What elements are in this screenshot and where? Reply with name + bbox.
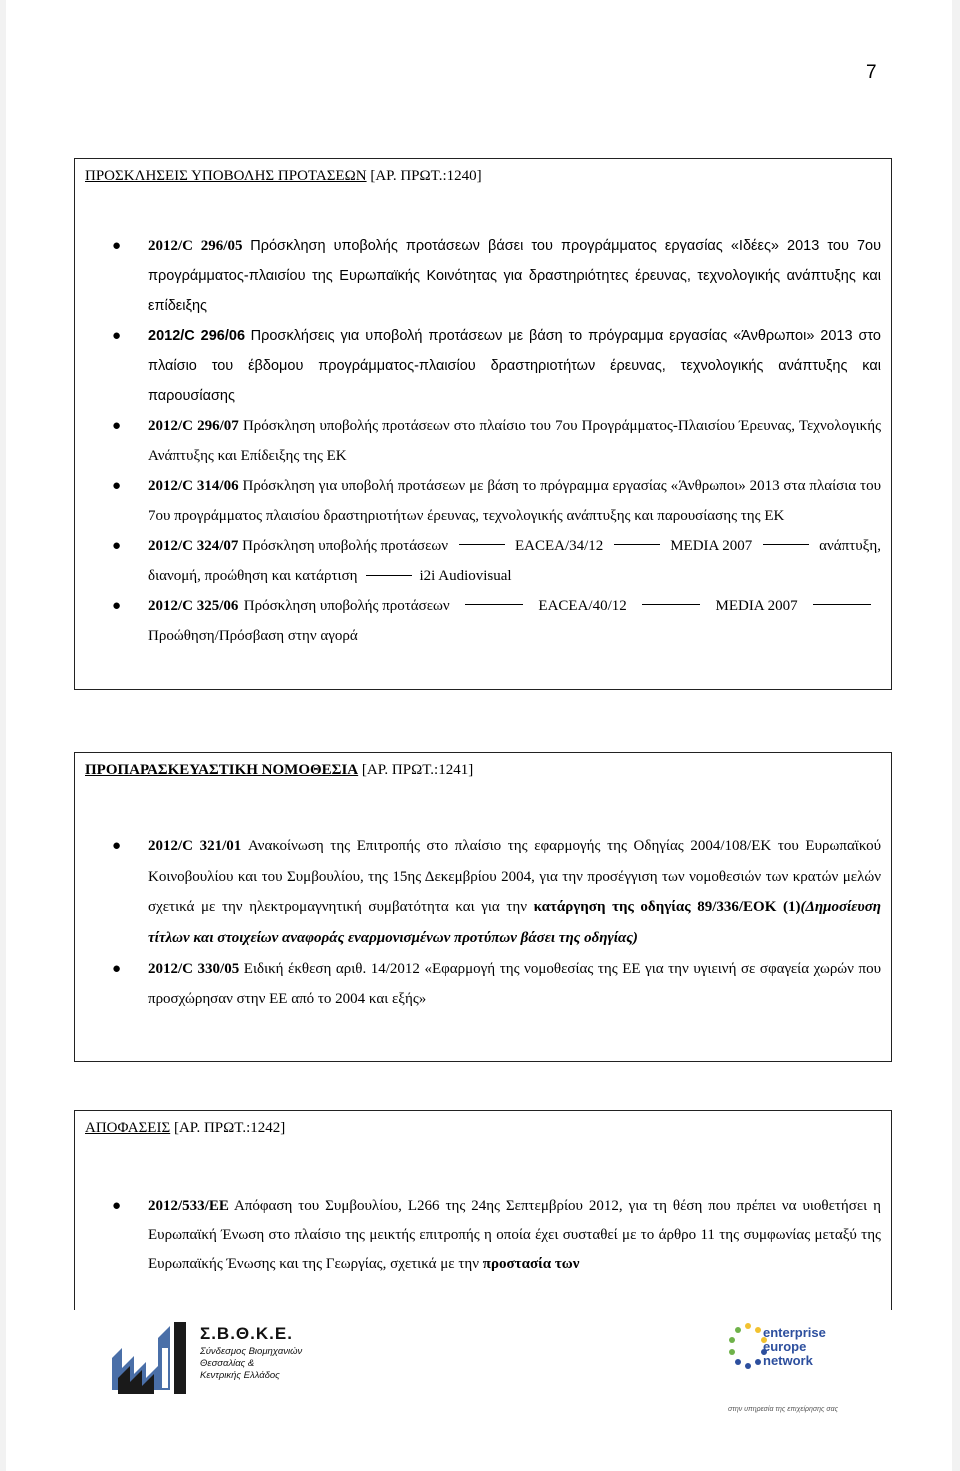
doc-code[interactable]: 2012/C 296/07 bbox=[148, 418, 239, 434]
calls-list bbox=[75, 231, 891, 651]
bullet-icon: ● bbox=[112, 598, 122, 614]
logo-title: Σ.Β.Θ.Κ.Ε. bbox=[200, 1324, 293, 1343]
dash-separator bbox=[366, 575, 412, 576]
doc-code[interactable]: 2012/C 314/06 bbox=[148, 478, 239, 494]
doc-desc: Απόφαση του Συμβουλίου, L266 της 24ης Σεπτεμβρίου 2012, για τη θέση που πρέπει να υιοθετήσει η Ευρωπαϊκή Ένωση στο πλαίσιο της μεικτής επιτροπής η οποία έχει συσταθεί με το άρθρο 11 της συμφωνίας μεταξύ της Ευρωπαϊκής Ένωσης και της Γεωργίας, σχετικά με την bbox=[148, 1198, 881, 1272]
sbthke-logo-text bbox=[200, 1324, 302, 1382]
doc-ref: EACEA/40/12 bbox=[538, 598, 627, 614]
doc-desc: Ανακοίνωση της Επιτροπής στο πλαίσιο της εφαρμογής της Οδηγίας 2004/108/ΕΚ του Ευρωπαϊκού Κοινοβουλίου και του Συμβουλίου, της 15ης Δεκεμβρίου 2004, για την προσέγγιση των νομοθεσιών των κρατών μελών σχετικά με την ηλεκτρομαγνητική συμβατότητα και για την bbox=[148, 838, 882, 915]
section-heading bbox=[85, 1118, 285, 1138]
preparatory-legislation-section bbox=[74, 752, 892, 1062]
bullet-icon: ● bbox=[112, 328, 122, 344]
logo-line: Σύνδεσμος Βιομηχανιών bbox=[200, 1346, 303, 1357]
een-logo-text bbox=[763, 1326, 826, 1368]
legislation-list bbox=[75, 831, 891, 1014]
dash-separator bbox=[459, 544, 505, 545]
list-item bbox=[75, 471, 891, 531]
doc-desc: i2i Audiovisual bbox=[419, 568, 512, 584]
doc-desc: ανάπτυξη, bbox=[819, 538, 881, 554]
section-ref: [ΑΡ. ΠΡΩΤ.:1240] bbox=[370, 168, 482, 184]
logo-line: Κεντρικής Ελλάδος bbox=[200, 1370, 280, 1381]
doc-code[interactable]: 2012/533/ΕΕ bbox=[148, 1198, 229, 1214]
doc-desc: Πρόσκληση υποβολής προτάσεων bbox=[243, 598, 450, 614]
list-item bbox=[75, 231, 891, 321]
een-star-icon bbox=[728, 1322, 768, 1400]
bullet-icon: ● bbox=[112, 238, 122, 254]
page-edge-right bbox=[952, 0, 960, 1471]
doc-desc: Πρόσκληση υποβολής προτάσεων βάσει του προγράμματος εργασίας «Ιδέες» 2013 του 7ου προγράμματος-πλαισίου της Ευρωπαϊκής Κοινότητας για δραστηριότητες έρευνας, τεχνολογικής ανάπτυξης και επίδειξης bbox=[148, 238, 882, 314]
doc-code[interactable]: 2012/C 296/05 bbox=[148, 238, 243, 254]
doc-desc: διανομή, προώθηση και κατάρτιση bbox=[148, 568, 358, 584]
continuation-line bbox=[148, 621, 881, 651]
logo-line: europe bbox=[763, 1339, 807, 1354]
bullet-icon: ● bbox=[112, 838, 122, 854]
section-heading bbox=[85, 166, 482, 186]
dash-separator bbox=[465, 604, 523, 605]
bullet-icon: ● bbox=[112, 418, 122, 434]
calls-section bbox=[74, 158, 892, 690]
sbthke-logo-mark bbox=[108, 1318, 192, 1398]
logo-line: enterprise bbox=[763, 1325, 826, 1340]
dash-separator bbox=[614, 544, 660, 545]
doc-desc: Ειδική έκθεση αριθ. 14/2012 «Εφαρμογή της νομοθεσίας της ΕΕ για την υγιεινή σε σφαγεία χωρών που προσχώρησαν στην ΕΕ από το 2004 και εξής» bbox=[148, 961, 882, 1007]
doc-desc-bold: προστασία των bbox=[482, 1256, 580, 1272]
bullet-icon: ● bbox=[112, 961, 122, 977]
programme: MEDIA 2007 bbox=[715, 598, 798, 614]
dash-separator bbox=[813, 604, 871, 605]
doc-desc: Πρόσκληση για υποβολή προτάσεων με βάση το πρόγραμμα εργασίας «Άνθρωποι» 2013 στα πλαίσια του 7ου προγράμματος πλαισίου δραστηριοτήτων έρευνας, τεχνολογικής ανάπτυξης και παρουσίασης της ΕΚ bbox=[148, 478, 881, 524]
list-item bbox=[75, 531, 891, 591]
page-edge-left bbox=[0, 0, 6, 1471]
page-number: 7 bbox=[866, 62, 877, 83]
list-item bbox=[75, 411, 891, 471]
logo-subtitle bbox=[200, 1346, 302, 1382]
doc-desc: Πρόσκληση υποβολής προτάσεων bbox=[242, 538, 449, 554]
bullet-icon: ● bbox=[112, 538, 122, 554]
decisions-list bbox=[75, 1192, 891, 1279]
justified-line bbox=[148, 591, 881, 621]
doc-desc: Προσκλήσεις για υποβολή προτάσεων με βάση το πρόγραμμα εργασίας «Άνθρωποι» 2013 στο πλαίσιο του έβδομου προγράμματος-πλαισίου δραστηριοτήτων έρευνας, τεχνολογικής ανάπτυξης και παρουσίασης bbox=[148, 328, 881, 404]
list-item bbox=[75, 954, 891, 1014]
doc-code[interactable]: 2012/C 296/06 bbox=[148, 328, 246, 344]
dash-separator bbox=[763, 544, 809, 545]
logo-line: network bbox=[763, 1353, 813, 1368]
doc-desc-bold: κατάργηση της οδηγίας 89/336/ΕΟΚ (1) bbox=[533, 899, 801, 915]
bullet-icon: ● bbox=[112, 1198, 122, 1214]
doc-code[interactable]: 2012/C 325/06 bbox=[148, 598, 239, 614]
dash-separator bbox=[642, 604, 700, 605]
section-title[interactable]: ΠΡΟΠΑΡΑΣΚΕΥΑΣΤΙΚΗ ΝΟΜΟΘΕΣΙΑ bbox=[85, 762, 359, 778]
decisions-section bbox=[74, 1110, 892, 1310]
doc-code[interactable]: 2012/C 330/05 bbox=[148, 961, 240, 977]
section-title[interactable]: ΠΡΟΣΚΛΗΣΕΙΣ ΥΠΟΒΟΛΗΣ ΠΡΟΤΑΣΕΩΝ bbox=[85, 168, 367, 184]
doc-desc: Προώθηση/Πρόσβαση στην αγορά bbox=[148, 628, 358, 644]
doc-code[interactable]: 2012/C 321/01 bbox=[148, 838, 242, 854]
list-item bbox=[75, 831, 891, 953]
een-tagline: στην υπηρεσία της επιχείρησης σας bbox=[728, 1406, 838, 1413]
een-logo bbox=[728, 1322, 858, 1414]
continuation-line bbox=[148, 561, 881, 591]
doc-desc: Πρόσκληση υποβολής προτάσεων στο πλαίσιο του 7ου Προγράμματος-Πλαισίου Έρευνας, Τεχνολογικής Ανάπτυξης και Επίδειξης της ΕΚ bbox=[148, 418, 882, 464]
section-ref: [ΑΡ. ΠΡΩΤ.:1242] bbox=[173, 1120, 286, 1136]
section-title[interactable]: ΑΠΟΦΑΣΕΙΣ bbox=[85, 1120, 171, 1136]
section-ref: [ΑΡ. ΠΡΩΤ.:1241] bbox=[361, 762, 474, 778]
list-item bbox=[75, 321, 891, 411]
justified-line bbox=[148, 531, 881, 561]
bullet-icon: ● bbox=[112, 478, 122, 494]
list-item bbox=[75, 1192, 891, 1279]
doc-desc-bold-italic: (Δημοσίευση τίτλων και στοιχείων αναφοράς εναρμονισμένων προτύπων βάσει της οδηγίας) bbox=[148, 899, 882, 946]
doc-code[interactable]: 2012/C 324/07 bbox=[148, 538, 239, 554]
logo-line: Θεσσαλίας & bbox=[200, 1358, 255, 1369]
section-heading bbox=[85, 760, 473, 780]
programme: MEDIA 2007 bbox=[670, 538, 753, 554]
doc-ref: EACEA/34/12 bbox=[514, 538, 604, 554]
list-item bbox=[75, 591, 891, 651]
sbthke-logo bbox=[108, 1318, 318, 1398]
